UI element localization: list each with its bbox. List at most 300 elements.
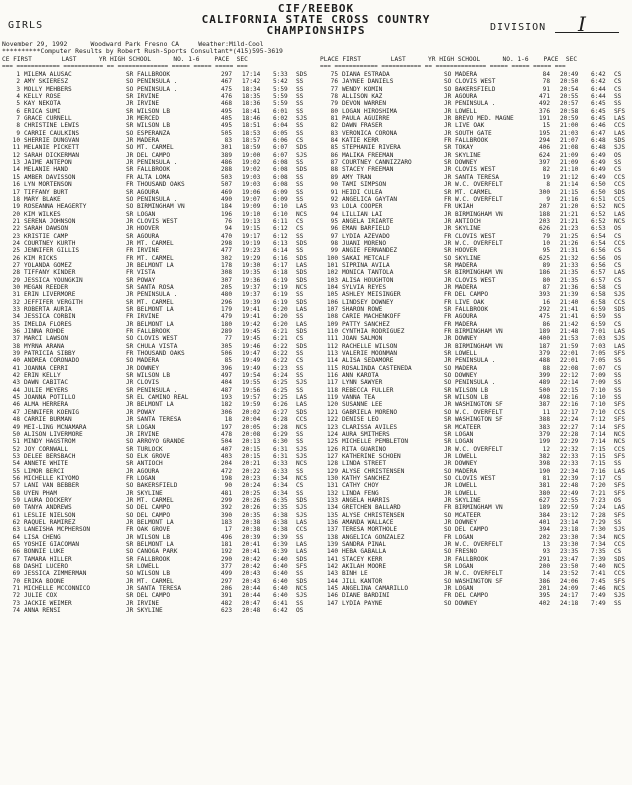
result-no: 85	[224, 357, 232, 365]
result-place: 54	[12, 460, 20, 468]
result-place: 10	[12, 137, 20, 145]
result-school: SO WASHINGTON SF	[444, 577, 503, 585]
result-pace: 6:20	[273, 306, 288, 313]
result-row	[320, 211, 632, 218]
result-time: 21:41	[560, 306, 579, 313]
result-row	[2, 108, 314, 115]
result-pace: 6:25	[273, 379, 288, 387]
result-no: 184	[220, 203, 232, 211]
result-time: 21:09	[560, 151, 579, 159]
result-row	[320, 181, 632, 188]
result-name: YOLANDA GOMEZ	[24, 261, 72, 269]
result-school: JR AGOURA	[444, 93, 478, 101]
result-pts: LAS	[614, 467, 626, 475]
result-row	[2, 218, 314, 225]
result-no: 81	[542, 474, 550, 482]
result-place: 136	[326, 518, 338, 526]
result-name: STACEY KERR	[342, 555, 383, 563]
result-pts: NCS	[296, 460, 308, 468]
result-place: 91	[330, 188, 338, 196]
result-place: 74	[12, 607, 20, 615]
result-name: LINDA STREET	[342, 460, 387, 468]
result-row	[2, 240, 314, 247]
result-row	[320, 453, 632, 460]
result-time: 22:16	[560, 394, 579, 402]
result-time: 19:37	[242, 283, 261, 291]
result-pts: SS	[296, 291, 304, 299]
result-place: 117	[326, 379, 338, 387]
result-row	[320, 233, 632, 240]
result-row	[320, 357, 632, 364]
result-no: 488	[538, 357, 550, 365]
result-name: LINDA FENG	[342, 489, 379, 497]
result-pts: LAS	[296, 548, 308, 556]
result-time: 22:24	[560, 416, 579, 424]
result-no: 470	[220, 232, 232, 240]
result-pace: 6:58	[591, 291, 606, 299]
result-school: SR HOOVER	[444, 247, 478, 255]
result-row	[2, 607, 314, 614]
result-school: FR FALLBROOK	[444, 137, 489, 145]
result-no: 77	[224, 335, 232, 343]
result-place: 89	[330, 173, 338, 181]
result-name: KIM RICKS	[24, 254, 58, 262]
result-row	[320, 534, 632, 541]
result-pts: CS	[614, 78, 622, 86]
result-row	[2, 379, 314, 386]
result-no: 406	[538, 144, 550, 152]
result-time: 19:15	[242, 225, 261, 233]
result-pts: SS	[296, 195, 304, 203]
result-no: 19	[542, 173, 550, 181]
result-school: JR W.C. OVERFELT	[444, 541, 503, 548]
result-name: JOY CORNWALL	[24, 445, 69, 453]
result-pts: OS	[614, 151, 622, 159]
result-no: 489	[538, 379, 550, 387]
result-no: 193	[220, 394, 232, 402]
result-school: SR MADERA	[444, 261, 478, 269]
result-place: 75	[330, 71, 338, 78]
result-school: JR BELMONT LA	[126, 261, 174, 269]
result-no: 181	[220, 541, 232, 548]
result-time: 19:45	[242, 335, 261, 343]
result-place: 94	[330, 210, 338, 218]
result-name: KRISTIE CAMP	[24, 232, 69, 240]
result-pts: NCS	[614, 217, 626, 225]
result-name: MARY BLAKE	[24, 195, 61, 203]
result-name: ASHLEY MEISINGER	[342, 291, 401, 299]
result-no: 480	[220, 291, 232, 299]
result-time: 20:39	[242, 533, 261, 541]
result-pace: 7:34	[591, 533, 606, 541]
result-school: SR MT. CARMEL	[444, 188, 492, 196]
result-pts: SDS	[296, 276, 308, 284]
result-place: 78	[330, 93, 338, 101]
result-time: 22:01	[560, 357, 579, 365]
result-pace: 7:07	[591, 364, 606, 372]
result-row	[2, 519, 314, 526]
result-no: 196	[220, 210, 232, 218]
result-row	[2, 585, 314, 592]
division-prefix: DIVISION	[490, 22, 547, 33]
result-time: 19:06	[242, 188, 261, 196]
result-no: 394	[538, 526, 550, 534]
result-no: 399	[538, 372, 550, 380]
result-pts: SFS	[614, 577, 626, 585]
result-pace: 6:33	[273, 467, 288, 475]
result-pace: 7:09	[591, 379, 606, 387]
result-pts: SS	[296, 100, 304, 108]
result-time: 19:03	[242, 173, 261, 181]
result-place: 27	[12, 261, 20, 269]
result-pts: SS	[296, 489, 304, 497]
result-pace: 7:15	[591, 460, 606, 468]
result-row	[2, 563, 314, 570]
result-row	[320, 277, 632, 284]
result-place: 17	[12, 188, 20, 196]
result-pace: 6:10	[273, 210, 288, 218]
result-name: COURTNEY CANNIZZARO	[342, 159, 412, 167]
result-time: 20:26	[242, 504, 261, 512]
result-pts: SS	[296, 364, 304, 372]
result-pace: 6:08	[273, 159, 288, 167]
result-pace: 6:19	[273, 276, 288, 284]
result-row	[2, 181, 314, 188]
result-pace: 6:28	[273, 416, 288, 424]
result-time: 21:40	[560, 298, 579, 306]
result-row	[320, 365, 632, 372]
result-pace: 6:45	[591, 115, 606, 123]
result-no: 398	[538, 460, 550, 468]
result-time: 19:09	[242, 203, 261, 211]
result-pace: 6:40	[273, 577, 288, 585]
result-pts: SS	[614, 518, 622, 526]
result-time: 23:47	[560, 555, 579, 563]
result-row	[2, 277, 314, 284]
result-row	[2, 313, 314, 320]
result-row	[2, 115, 314, 122]
result-pace: 6:45	[591, 100, 606, 108]
result-row	[2, 438, 314, 445]
result-row	[320, 166, 632, 173]
result-name: JULIE MEYERS	[24, 386, 69, 394]
result-school: SR LOGAN	[444, 563, 474, 571]
result-name: JULIE COX	[24, 592, 58, 600]
result-row	[320, 401, 632, 408]
result-pts: CS	[614, 364, 622, 372]
result-time: 23:30	[560, 541, 579, 548]
result-pts: NCS	[614, 585, 626, 593]
result-row	[320, 548, 632, 555]
result-pace: 6:54	[591, 232, 606, 240]
result-pts: LAS	[296, 203, 308, 211]
result-pace: 6:38	[273, 526, 288, 534]
result-name: AMY TRAN	[342, 173, 372, 181]
result-time: 20:02	[242, 408, 261, 416]
result-no: 467	[220, 78, 232, 86]
result-place: 126	[326, 445, 338, 453]
result-pace: 7:39	[591, 555, 606, 563]
result-pace: 6:39	[273, 533, 288, 541]
result-time: 19:45	[242, 328, 261, 336]
result-no: 204	[220, 460, 232, 468]
result-school: SO PENINSULA .	[126, 85, 178, 93]
result-pts: OS	[614, 496, 622, 504]
result-school: JR BIRMINGHAM VN	[444, 210, 503, 218]
result-school: SR POWAY	[126, 276, 156, 284]
result-school: SR PENINSULA .	[126, 386, 178, 394]
result-time: 21:53	[560, 335, 579, 343]
result-pace: 6:35	[273, 504, 288, 512]
result-pts: CS	[614, 247, 622, 255]
result-no: 180	[220, 320, 232, 328]
result-row	[2, 247, 314, 254]
result-no: 90	[224, 482, 232, 490]
result-place: 95	[330, 217, 338, 225]
result-name: RITA GUARINO	[342, 445, 387, 453]
result-row	[320, 335, 632, 342]
result-pts: CS	[296, 225, 304, 233]
result-name: RACHELLE WILSON	[342, 342, 398, 350]
result-name: ALISON LIVERMORE	[24, 430, 83, 438]
result-pts: SS	[614, 159, 622, 167]
result-name: CARRIE BURMAN	[24, 416, 72, 424]
result-row	[320, 174, 632, 181]
result-pts: CS	[614, 276, 622, 284]
result-no: 308	[220, 269, 232, 277]
result-name: LYNN SAWYER	[342, 379, 383, 387]
result-time: 20:42	[242, 555, 261, 563]
result-name: JESSICA YOUNGKIN	[24, 276, 83, 284]
result-no: 390	[220, 511, 232, 519]
result-row	[320, 350, 632, 357]
result-name: DASHI LUCERO	[24, 563, 69, 571]
result-no: 18	[224, 416, 232, 424]
result-place: 92	[330, 195, 338, 203]
result-name: IMELDA FLORES	[24, 320, 72, 328]
result-place: 104	[326, 283, 338, 291]
result-pts: SS	[296, 159, 304, 167]
result-no: 625	[538, 254, 550, 262]
result-name: VALERIE MOONMAN	[342, 350, 398, 358]
result-no: 80	[542, 276, 550, 284]
result-school: SO DEL CAMPO	[126, 504, 171, 512]
result-school: SR WILSON LB	[444, 386, 489, 394]
result-name: STEPHANIE RIVERA	[342, 144, 401, 152]
result-no: 297	[220, 71, 232, 78]
result-pace: 6:25	[273, 394, 288, 402]
result-name: AMY SKIERESZ	[24, 78, 69, 86]
result-no: 476	[220, 93, 232, 101]
result-row	[2, 600, 314, 607]
result-school: JR FALLBROOK	[444, 555, 489, 563]
result-name: HEIDI CULEA	[342, 188, 383, 196]
result-name: LESLIE NIELSON	[24, 511, 76, 519]
result-time: 17:42	[242, 78, 261, 86]
result-pts: NCS	[614, 438, 626, 446]
result-name: CYNTHIA RODRIGUEZ	[342, 328, 405, 336]
result-name: LIMOR BERCI	[24, 467, 65, 475]
result-row	[320, 152, 632, 159]
result-row	[320, 424, 632, 431]
result-pts: CCS	[614, 181, 626, 189]
result-pts: LAS	[614, 328, 626, 336]
result-time: 18:57	[242, 137, 261, 145]
result-name: JESSICA ZIMMERMAN	[24, 570, 87, 578]
result-place: 11	[12, 144, 20, 152]
result-pace: 6:56	[591, 247, 606, 255]
result-name: ANNA RENSI	[24, 607, 61, 615]
result-name: PAULA AGUIRRE	[342, 115, 390, 123]
result-name: JAIME ANTEPON	[24, 159, 72, 167]
result-time: 21:33	[560, 261, 579, 269]
result-school: FR LOGAN	[444, 533, 474, 541]
result-pts: SS	[614, 394, 622, 402]
result-row	[2, 233, 314, 240]
result-school: SR LOGAN	[444, 438, 474, 446]
result-no: 482	[220, 599, 232, 607]
result-name: ANGELA IRIARTE	[342, 217, 394, 225]
result-name: LYDIA PAYNE	[342, 599, 383, 607]
result-school: JR SKYLINE	[444, 496, 481, 504]
result-school: SR FALLBROOK	[444, 306, 489, 313]
result-time: 19:35	[242, 269, 261, 277]
result-school: SR MT. CARMEL	[126, 298, 174, 306]
result-time: 23:12	[560, 511, 579, 519]
result-place: 65	[12, 541, 20, 548]
result-name: TERESA MORTHOLE	[342, 526, 398, 534]
result-pace: 6:25	[273, 386, 288, 394]
result-place: 143	[326, 570, 338, 578]
result-pts: LAS	[296, 541, 308, 548]
result-time: 22:17	[560, 408, 579, 416]
result-name: CARRIE CAULKINS	[24, 129, 80, 137]
result-name: MEI-LING MCNAMARA	[24, 423, 87, 431]
result-place: 4	[16, 93, 20, 101]
result-school: FR VISTA	[126, 269, 156, 277]
result-row	[2, 71, 314, 78]
result-school: JR LOWELL	[444, 107, 478, 115]
result-time: 20:50	[560, 78, 579, 86]
result-pace: 7:03	[591, 342, 606, 350]
result-place: 120	[326, 401, 338, 409]
result-name: LAURA DOCKERY	[24, 496, 72, 504]
result-school: SR AGOURA	[126, 232, 160, 240]
result-row	[320, 122, 632, 129]
result-school: JR WILSON LB	[126, 533, 171, 541]
result-school: SO DEL CAMPO	[444, 526, 489, 534]
result-pace: 6:31	[273, 452, 288, 460]
result-name: EMAN BARFIELD	[342, 225, 390, 233]
result-pace: 7:15	[591, 445, 606, 453]
result-pts: CS	[614, 320, 622, 328]
result-time: 19:57	[242, 394, 261, 402]
result-place: 46	[12, 401, 20, 409]
result-no: 79	[542, 232, 550, 240]
result-school: SO CLOVIS WEST	[126, 335, 178, 343]
result-name: SANDRA PINAL	[342, 541, 387, 548]
result-place: 102	[326, 269, 338, 277]
result-time: 20:38	[242, 518, 261, 526]
result-name: SARAH DAWSON	[24, 225, 69, 233]
result-no: 506	[220, 350, 232, 358]
result-place: 138	[326, 533, 338, 541]
result-school: SR MCATEER	[444, 423, 481, 431]
result-pts: SS	[296, 93, 304, 101]
result-pace: 7:10	[591, 408, 606, 416]
result-name: JOANNA POTILLO	[24, 394, 76, 402]
result-pts: CCS	[614, 239, 626, 247]
result-place: 26	[12, 254, 20, 262]
result-row	[2, 541, 314, 548]
result-row	[320, 578, 632, 585]
result-school: JR HOOVER	[126, 225, 160, 233]
result-row	[2, 196, 314, 203]
result-place: 83	[330, 129, 338, 137]
result-place: 118	[326, 386, 338, 394]
result-school: FR UKIAH	[444, 203, 474, 211]
result-school: JR DOWNEY	[444, 460, 478, 468]
result-row	[320, 203, 632, 210]
result-school: FR MADERA	[444, 320, 478, 328]
result-pts: SFS	[614, 350, 626, 358]
result-school: JR POWAY	[126, 408, 156, 416]
result-pace: 6:59	[591, 320, 606, 328]
result-school: JR SKYLINE	[444, 225, 481, 233]
result-pace: 6:28	[273, 423, 288, 431]
result-pts: CCS	[296, 526, 308, 534]
result-pace: 6:40	[273, 563, 288, 571]
result-school: JR SANTA TERESA	[126, 585, 182, 593]
result-pts: CCS	[614, 195, 626, 203]
result-pace: 6:35	[273, 496, 288, 504]
result-no: 186	[538, 269, 550, 277]
result-row	[2, 372, 314, 379]
result-school: SO DEL CAMPO	[126, 511, 171, 519]
result-pace: 7:24	[591, 504, 606, 512]
result-no: 91	[542, 85, 550, 93]
result-row	[320, 372, 632, 379]
result-pace: 6:09	[273, 195, 288, 203]
result-time: 21:16	[560, 195, 579, 203]
result-time: 22:34	[560, 467, 579, 475]
result-place: 142	[326, 563, 338, 571]
result-name: ANNETE WHITE	[24, 460, 69, 468]
result-time: 22:39	[560, 474, 579, 482]
result-place: 93	[330, 203, 338, 211]
result-pts: LAS	[614, 269, 626, 277]
result-name: JOANNA CERRI	[24, 364, 69, 372]
result-no: 191	[538, 115, 550, 123]
result-no: 507	[220, 181, 232, 189]
result-school: FR AGOURA	[444, 313, 478, 321]
result-pace: 6:04	[273, 122, 288, 130]
result-time: 20:48	[242, 607, 261, 615]
title-line-1: CIF/REEBOK	[277, 2, 355, 15]
result-pts: SDS	[296, 577, 308, 585]
result-school: SO ARROYO GRANDE	[126, 438, 185, 446]
right-header-rule: === ============ =========== == ============== ===== ===== ===== ===	[320, 63, 566, 70]
result-row	[2, 328, 314, 335]
result-no: 83	[224, 137, 232, 145]
result-pts: SDS	[296, 328, 308, 336]
title-line-3: CHAMPIONSHIPS	[266, 24, 366, 37]
result-pace: 6:44	[591, 85, 606, 93]
result-time: 22:15	[560, 386, 579, 394]
result-name: ERICA SUMI	[24, 107, 61, 115]
result-school: JR SOUTH GATE	[444, 129, 492, 137]
result-name: LOLA COOPER	[342, 203, 383, 211]
